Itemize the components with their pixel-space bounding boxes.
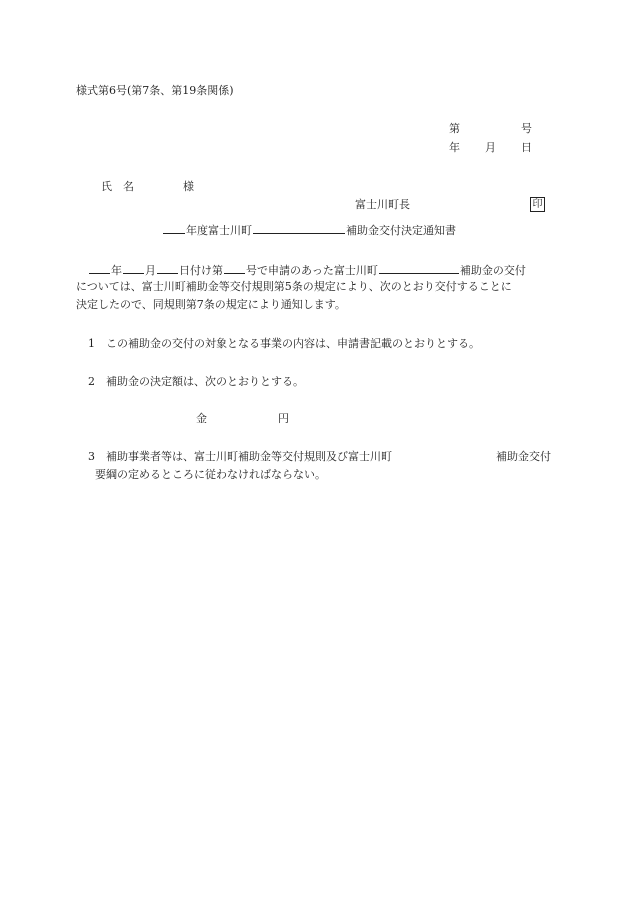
intro-line-3: 決定したので、同規則第7条の規定により通知します。 bbox=[76, 298, 346, 311]
date-year: 年 bbox=[449, 141, 460, 154]
item-1: 1 この補助金の交付の対象となる事業の内容は、申請書記載のとおりとする。 bbox=[88, 337, 480, 350]
blank-year bbox=[89, 262, 110, 274]
item-3-line-1a: 3 補助事業者等は、富士川町補助金等交付規則及び富士川町 bbox=[88, 450, 392, 463]
date-month: 月 bbox=[485, 141, 496, 154]
addressee-honorific: 様 bbox=[183, 180, 194, 193]
addressee-name-label: 氏 名 bbox=[101, 180, 134, 193]
blank-day bbox=[157, 262, 178, 274]
intro-seg-subsidy: 補助金の交付 bbox=[459, 264, 526, 277]
blank-subsidy-name bbox=[379, 262, 459, 274]
blank-month bbox=[123, 262, 144, 274]
blank-number bbox=[224, 262, 245, 274]
intro-line-2: については、富士川町補助金等交付規則第5条の規定により、次のとおり交付することに bbox=[76, 280, 512, 293]
seal-mark bbox=[530, 197, 545, 212]
item-3-line-1b: 補助金交付 bbox=[496, 450, 551, 463]
intro-seg-day: 日付け第 bbox=[179, 264, 223, 277]
blank-program-name bbox=[253, 222, 345, 234]
doc-title-part1: 年度富士川町 bbox=[186, 224, 252, 237]
blank-fiscal-year bbox=[163, 222, 185, 234]
item-2: 2 補助金の決定額は、次のとおりとする。 bbox=[88, 375, 304, 388]
form-label: 様式第6号(第7条、第19条関係) bbox=[76, 84, 234, 97]
intro-seg-number: 号で申請のあった富士川町 bbox=[246, 264, 378, 277]
sender-title: 富士川町長 bbox=[355, 198, 410, 211]
doc-number-suffix: 号 bbox=[521, 122, 532, 135]
intro-line-1 bbox=[88, 262, 526, 278]
doc-title-part2: 補助金交付決定通知書 bbox=[346, 224, 456, 237]
doc-number-prefix: 第 bbox=[449, 122, 460, 135]
seal-text: 印 bbox=[530, 197, 545, 212]
intro-seg-year: 年 bbox=[111, 264, 122, 277]
doc-title bbox=[162, 222, 456, 238]
amount-en: 円 bbox=[278, 412, 289, 425]
amount-kin: 金 bbox=[196, 412, 207, 425]
item-3-line-2: 要綱の定めるところに従わなければならない。 bbox=[95, 468, 326, 481]
intro-seg-month: 月 bbox=[145, 264, 156, 277]
date-day: 日 bbox=[521, 141, 532, 154]
